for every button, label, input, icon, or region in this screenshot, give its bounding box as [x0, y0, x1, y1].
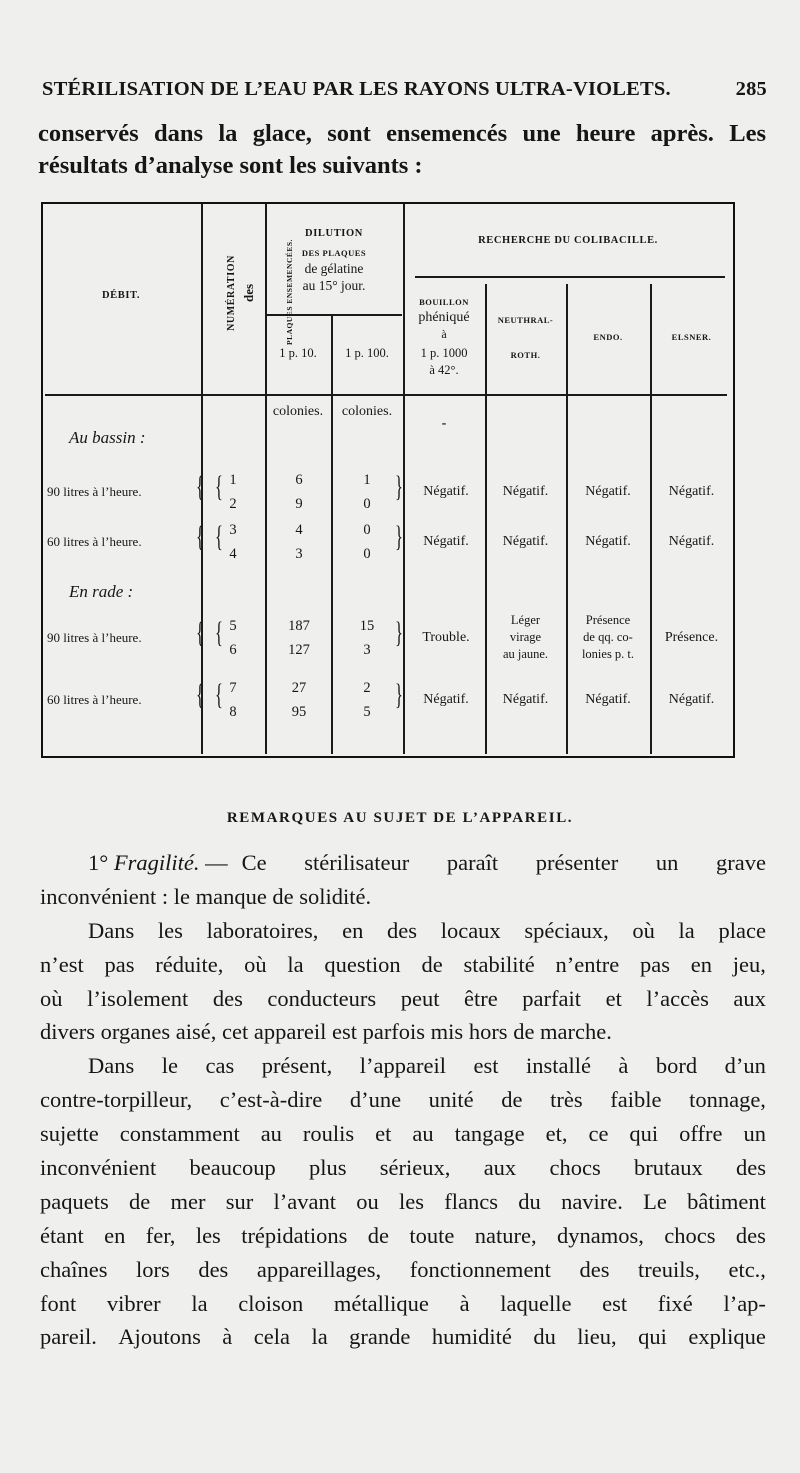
word: dynamos, [557, 1222, 644, 1248]
text-line [40, 914, 766, 948]
word: peut [400, 985, 440, 1011]
word: conducteurs [267, 985, 377, 1011]
row-debit: 60 litres à l’heure. [47, 692, 142, 707]
header-debit: DÉBIT. [101, 290, 141, 301]
word: qui [638, 1324, 667, 1350]
word: fonctionnement [409, 1256, 551, 1282]
count-1-100: 2 [363, 680, 371, 696]
word: réduite, [155, 951, 224, 977]
brace-mark: { [196, 678, 204, 711]
word: sur [225, 1188, 254, 1214]
word: ensemencés [386, 120, 508, 147]
result-endo: de qq. co- [583, 630, 633, 644]
result-neutral: Négatif. [502, 484, 549, 499]
count-1-10: 27 [291, 680, 307, 696]
brace-mark: } [395, 520, 403, 553]
word: inconvénient [40, 1155, 157, 1181]
word: de [421, 951, 443, 977]
header-bouillon-a: à [441, 327, 447, 341]
word: de [129, 1188, 151, 1214]
intro-line [38, 118, 766, 150]
plaque-number: 3 [229, 522, 237, 538]
result-elsner: Négatif. [668, 534, 715, 549]
word: etc., [728, 1256, 766, 1282]
count-1-100: 5 [363, 704, 371, 720]
table-rule [415, 276, 725, 278]
word: cela [253, 1324, 290, 1350]
para-dash: — [205, 850, 228, 875]
word: tangage [454, 1121, 525, 1147]
word: des [579, 1256, 610, 1282]
word: une [522, 120, 561, 147]
brace-mark: { [215, 678, 223, 711]
word: Les [729, 120, 766, 147]
word: lieu, [577, 1324, 617, 1350]
header-neutral: NEUTHRAL- [497, 315, 554, 325]
para-number: 1° [88, 850, 109, 875]
word: chaînes [40, 1256, 108, 1282]
word: brutaux [633, 1155, 703, 1181]
word: question [324, 951, 401, 977]
result-neutral: au jaune. [502, 647, 549, 661]
word: toute [409, 1222, 455, 1248]
word: d’un [724, 1053, 766, 1079]
header-dilution-jour: au 15° jour. [302, 278, 366, 293]
brace-mark: } [395, 470, 403, 503]
text-line [40, 948, 766, 982]
word: conservés [38, 120, 139, 147]
results-table [41, 202, 735, 758]
word: aux [483, 1155, 517, 1181]
word: grave [715, 850, 766, 875]
header-bouillon-42: à 42°. [429, 363, 459, 377]
text-line [40, 982, 766, 1016]
word: présenter [535, 850, 619, 875]
word: bâtiment [687, 1188, 766, 1214]
word: font [40, 1290, 77, 1316]
result-elsner: Négatif. [668, 484, 715, 499]
section-title: Au bassin : [69, 428, 146, 447]
header-bouillon-1000: 1 p. 1000 [420, 346, 468, 360]
word: laquelle [500, 1290, 572, 1316]
count-1-100: 15 [359, 618, 375, 634]
result-bouillon: Négatif. [423, 692, 469, 707]
running-head-title: STÉRILISATION DE L’EAU PAR LES RAYONS ULTRA-VIOLETS. [42, 78, 671, 100]
word: tonnage, [689, 1087, 766, 1113]
result-neutral: Négatif. [502, 692, 549, 707]
table-rule [331, 314, 333, 754]
word: Le [643, 1188, 667, 1214]
word: métallique [333, 1290, 429, 1316]
word: grande [349, 1324, 411, 1350]
word: où [632, 917, 655, 943]
header-bouillon-phenique: phéniqué [418, 310, 470, 325]
word: est [602, 1290, 628, 1316]
word: stabilité [463, 951, 535, 977]
table-rule [566, 284, 568, 754]
word: très [550, 1087, 583, 1113]
text-line: divers organes aisé, cet appareil est parfois mis hors de marche. [40, 1019, 612, 1045]
result-endo: Négatif. [585, 692, 631, 707]
para-lead [88, 846, 228, 880]
result-endo: Négatif. [585, 534, 631, 549]
section-title: En rade : [69, 582, 134, 601]
word: des [735, 1222, 766, 1248]
word: laboratoires, [206, 917, 319, 943]
word: vibrer [106, 1290, 161, 1316]
brace-mark: { [215, 616, 223, 649]
result-neutral: Léger [510, 613, 541, 627]
remarks-text [40, 846, 766, 1354]
count-1-10: 9 [295, 496, 303, 512]
row-debit: 90 litres à l’heure. [47, 630, 142, 645]
word: étant [40, 1222, 84, 1248]
units-col1: colonies. [272, 404, 324, 419]
word: contre-torpilleur, [40, 1087, 193, 1113]
count-1-10: 4 [295, 522, 303, 538]
word: lors [136, 1256, 170, 1282]
word: où [40, 985, 63, 1011]
result-bouillon: Négatif. [423, 534, 469, 549]
plaque-number: 2 [229, 496, 237, 512]
word: spéciaux, [524, 917, 609, 943]
word: chocs [664, 1222, 716, 1248]
word: les [195, 1222, 221, 1248]
text-line [40, 846, 766, 880]
word: plus [309, 1155, 347, 1181]
word: à [222, 1324, 233, 1350]
word: et [605, 985, 622, 1011]
word: locaux [440, 917, 501, 943]
brace-mark: { [196, 470, 204, 503]
text-line [40, 1219, 766, 1253]
count-1-10: 127 [288, 642, 310, 658]
word: paquets [40, 1188, 109, 1214]
count-1-10: 187 [288, 618, 310, 634]
brace-mark: } [395, 678, 403, 711]
header-dilution-sub: DES PLAQUES [301, 248, 367, 258]
header-numeration-des: des [241, 283, 256, 303]
word: n’entre [555, 951, 620, 977]
word: de [367, 1222, 390, 1248]
result-endo: Négatif. [585, 484, 631, 499]
word: navire. [561, 1188, 623, 1214]
running-head [42, 78, 767, 101]
brace-mark: { [196, 520, 204, 553]
result-elsner: Négatif. [668, 692, 715, 707]
word: c’est-à-dire [219, 1087, 323, 1113]
word: place [718, 917, 766, 943]
units-dash: - [441, 416, 447, 431]
page-number: 285 [735, 78, 767, 100]
word: ce [588, 1121, 609, 1147]
word: bord [655, 1053, 698, 1079]
intro-paragraph [38, 118, 766, 182]
word: offre [679, 1121, 723, 1147]
word: sujette [40, 1121, 99, 1147]
word: mer [170, 1188, 206, 1214]
line-rest [242, 846, 766, 880]
brace-mark: { [215, 470, 223, 503]
word: glace, [252, 120, 312, 147]
header-plaques: PLAQUES ENSEMENCÉES. [285, 239, 294, 345]
paragraph [40, 1049, 766, 1354]
header-dilution-gelatine: de gélatine [304, 261, 364, 276]
word: au [412, 1121, 434, 1147]
word: pareil. [40, 1324, 97, 1350]
word: et [375, 1121, 392, 1147]
plaque-number: 1 [229, 472, 237, 488]
remarks-heading: REMARQUES AU SUJET DE L’APPAREIL. [226, 810, 574, 826]
row-debit: 60 litres à l’heure. [47, 534, 142, 549]
header-recherche: RECHERCHE DU COLIBACILLE. [478, 235, 658, 246]
header-endo: ENDO. [593, 332, 623, 342]
word: l’accès [646, 985, 709, 1011]
result-bouillon: Trouble. [422, 630, 470, 645]
word: Dans [88, 917, 135, 943]
word: beaucoup [189, 1155, 276, 1181]
text-line [40, 1117, 766, 1151]
word: être [464, 985, 498, 1011]
word: est [473, 1053, 499, 1079]
word: la [311, 1324, 328, 1350]
word: parfait [522, 985, 582, 1011]
word: cas [205, 1053, 235, 1079]
word: d’une [349, 1087, 402, 1113]
word: appareillages, [256, 1256, 382, 1282]
word: paraît [446, 850, 499, 875]
word: flancs [444, 1188, 499, 1214]
brace-mark: { [215, 520, 223, 553]
result-bouillon: Négatif. [423, 484, 469, 499]
word: n’est [40, 951, 84, 977]
result-elsner: Présence. [664, 630, 719, 645]
word: qui [629, 1121, 659, 1147]
word: aux [733, 985, 766, 1011]
header-dil-1-100: 1 p. 100. [345, 346, 389, 360]
brace-mark: } [395, 616, 403, 649]
word: en [342, 917, 364, 943]
text-line [40, 1185, 766, 1219]
word: de [501, 1087, 523, 1113]
word: le [161, 1053, 178, 1079]
word: des [736, 1155, 766, 1181]
word: Ce [241, 850, 267, 875]
text-line [40, 1253, 766, 1287]
word: des [198, 1256, 229, 1282]
text-line [40, 1320, 766, 1354]
word: sont [327, 120, 371, 147]
count-1-10: 95 [291, 704, 307, 720]
word: installé [525, 1053, 591, 1079]
plaque-number: 7 [229, 680, 237, 696]
plaque-number: 4 [229, 546, 237, 562]
text-line [40, 1151, 766, 1185]
word: Ajoutons [118, 1324, 201, 1350]
word: sérieux, [379, 1155, 451, 1181]
word: faible [610, 1087, 662, 1113]
para-heading: Fragilité. [113, 850, 200, 875]
count-1-100: 0 [363, 496, 371, 512]
result-endo: Présence [585, 613, 631, 627]
word: l’appareil [359, 1053, 446, 1079]
word: explique [688, 1324, 766, 1350]
word: dans [154, 120, 204, 147]
header-numeration: NUMÉRATION [226, 255, 237, 331]
count-1-10: 6 [295, 472, 303, 488]
plaque-number: 5 [229, 618, 237, 634]
word: l’isolement [87, 985, 189, 1011]
table-rule [45, 394, 727, 396]
count-1-100: 3 [363, 642, 371, 658]
header-dilution: DILUTION [305, 228, 363, 239]
word: treuils, [638, 1256, 700, 1282]
result-endo: lonies p. t. [581, 647, 635, 661]
word: nature, [474, 1222, 537, 1248]
text-line [40, 1287, 766, 1321]
header-elsner: ELSNER. [671, 332, 712, 342]
word: pas [104, 951, 135, 977]
word: où [244, 951, 267, 977]
word: un [743, 1121, 766, 1147]
word: des [212, 985, 243, 1011]
word: jeu, [732, 951, 766, 977]
word: heure [575, 120, 636, 147]
word: en [104, 1222, 126, 1248]
word: au [260, 1121, 282, 1147]
word: à [618, 1053, 629, 1079]
paragraph [40, 914, 766, 1050]
word: un [655, 850, 679, 875]
word: fixé [657, 1290, 693, 1316]
word: et, [545, 1121, 568, 1147]
header-dil-1-10: 1 p. 10. [279, 346, 317, 360]
word: l’avant [273, 1188, 336, 1214]
count-1-10: 3 [295, 546, 303, 562]
result-neutral: Négatif. [502, 534, 549, 549]
text-line [40, 1083, 766, 1117]
word: après. [650, 120, 714, 147]
table-rule [650, 284, 652, 754]
header-bouillon: BOUILLON [419, 297, 469, 307]
word: en [690, 951, 712, 977]
word: des [387, 917, 418, 943]
count-1-100: 0 [363, 522, 371, 538]
word: présent, [261, 1053, 333, 1079]
word: la [218, 120, 238, 147]
units-col2: colonies. [341, 404, 393, 419]
word: trépidations [241, 1222, 348, 1248]
word: Dans [88, 1053, 135, 1079]
word: unité [428, 1087, 474, 1113]
word: ou [356, 1188, 379, 1214]
word: constamment [119, 1121, 240, 1147]
brace-mark: { [196, 616, 204, 649]
word: chocs [549, 1155, 601, 1181]
header-neutral-roth: ROTH. [510, 350, 541, 360]
text-line [40, 1049, 766, 1083]
word: stérilisateur [304, 850, 410, 875]
word: la [678, 917, 695, 943]
word: fer, [145, 1222, 176, 1248]
word: l’ap- [723, 1290, 766, 1316]
word: la [191, 1290, 208, 1316]
word: roulis [302, 1121, 355, 1147]
word: cloison [238, 1290, 304, 1316]
text-line: inconvénient : le manque de solidité. [40, 883, 372, 909]
result-neutral: virage [509, 630, 542, 644]
word: pas [639, 951, 670, 977]
count-1-100: 0 [363, 546, 371, 562]
word: les [157, 917, 183, 943]
plaque-number: 6 [229, 642, 237, 658]
word: humidité [431, 1324, 512, 1350]
count-1-100: 1 [363, 472, 371, 488]
word: du [533, 1324, 556, 1350]
word: la [287, 951, 304, 977]
word: du [518, 1188, 541, 1214]
word: les [399, 1188, 425, 1214]
row-debit: 90 litres à l’heure. [47, 484, 142, 499]
word: à [459, 1290, 470, 1316]
plaque-number: 8 [229, 704, 237, 720]
intro-line: résultats d’analyse sont les suivants : [38, 152, 423, 179]
